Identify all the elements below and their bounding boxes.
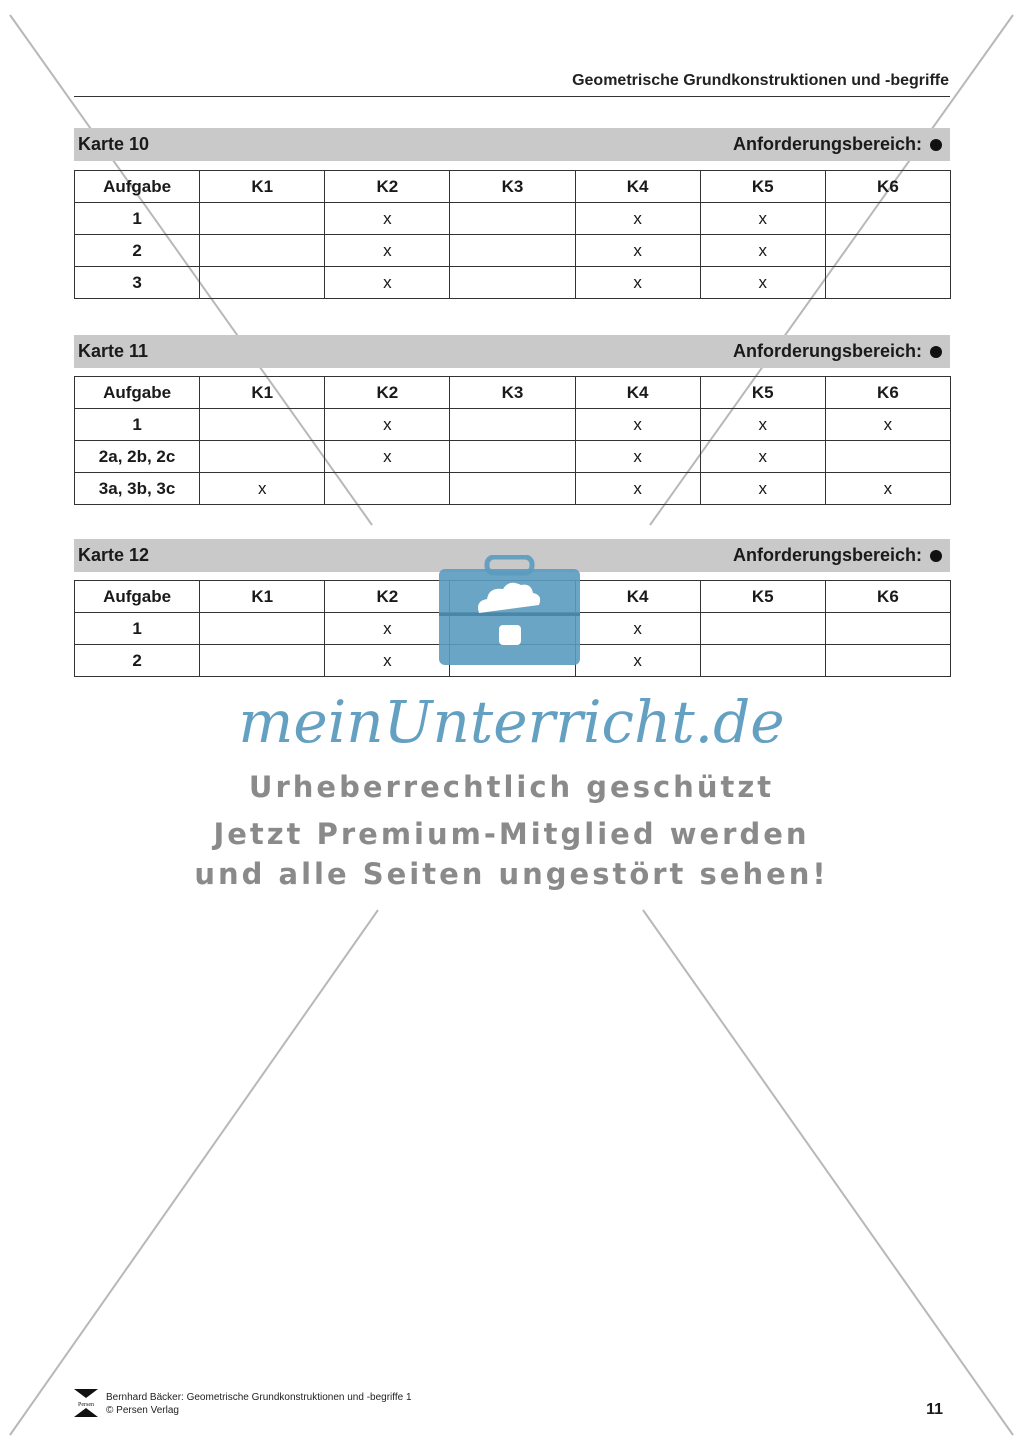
competency-cell [450, 267, 575, 299]
level-indicator [733, 545, 942, 566]
page-header-title: Geometrische Grundkonstruktionen und -begriffe [572, 72, 949, 89]
competency-cell [200, 613, 325, 645]
card-table [74, 170, 951, 299]
column-header: Aufgabe [75, 171, 200, 203]
competency-cell [200, 441, 325, 473]
footer-publisher: © Persen Verlag [106, 1405, 179, 1416]
task-label: 3a, 3b, 3c [75, 473, 200, 505]
competency-cell [200, 645, 325, 677]
competency-cell: x [700, 441, 825, 473]
card-title: Karte 10 [78, 134, 150, 154]
competency-cell [200, 267, 325, 299]
competency-cell: x [700, 473, 825, 505]
competency-cell: x [825, 409, 950, 441]
column-header: K3 [450, 377, 575, 409]
competency-cell: x [575, 473, 700, 505]
card-bar-11 [74, 335, 950, 368]
header-rule [74, 96, 950, 97]
competency-cell: x [575, 267, 700, 299]
watermark-copyright: Urheberrechtlich geschützt [248, 770, 775, 804]
task-label: 1 [75, 409, 200, 441]
competency-cell [825, 441, 950, 473]
competency-cell [450, 441, 575, 473]
column-header: K6 [825, 581, 950, 613]
competency-cell: x [700, 235, 825, 267]
level-dot-icon [930, 346, 942, 358]
column-header: K4 [575, 171, 700, 203]
competency-cell: x [575, 203, 700, 235]
competency-cell: x [700, 203, 825, 235]
competency-cell: x [575, 645, 700, 677]
briefcase-cloud-icon [439, 555, 580, 665]
task-label: 2 [75, 235, 200, 267]
task-label: 1 [75, 203, 200, 235]
table-row [75, 409, 951, 441]
competency-cell [450, 203, 575, 235]
card-bar-10 [74, 128, 950, 161]
competency-cell [825, 645, 950, 677]
card-title: Karte 12 [78, 545, 150, 565]
watermark-premium-line1: Jetzt Premium-Mitglied werden [213, 817, 810, 851]
competency-cell: x [325, 645, 450, 677]
table-row [75, 203, 951, 235]
card-title: Karte 11 [78, 341, 149, 361]
persen-logo-text: Persen [78, 1402, 94, 1408]
persen-logo-icon [74, 1389, 98, 1417]
card-table [74, 376, 951, 505]
task-label: 2 [75, 645, 200, 677]
competency-cell [825, 203, 950, 235]
watermark-brand: meinUnterricht.de [238, 688, 785, 756]
level-indicator [733, 341, 942, 362]
competency-cell [450, 473, 575, 505]
level-dot-icon [930, 550, 942, 562]
competency-cell [450, 235, 575, 267]
column-header: K4 [575, 377, 700, 409]
competency-cell: x [325, 441, 450, 473]
column-header: K6 [825, 377, 950, 409]
competency-cell: x [200, 473, 325, 505]
level-label: Anforderungsbereich: [732, 545, 922, 565]
page-number: 11 [926, 1401, 943, 1418]
competency-cell: x [325, 203, 450, 235]
task-label: 3 [75, 267, 200, 299]
column-header: K1 [200, 377, 325, 409]
table-header-row [75, 171, 951, 203]
competency-cell [325, 473, 450, 505]
footer-credit-block [106, 1391, 412, 1417]
column-header: K4 [575, 581, 700, 613]
competency-cell: x [825, 473, 950, 505]
footer-credit: Bernhard Bäcker: Geometrische Grundkonstruktionen und -begriffe 1 [106, 1392, 412, 1403]
column-header: K3 [450, 171, 575, 203]
column-header: Aufgabe [75, 581, 200, 613]
watermark-line-bottom-left [10, 910, 378, 1435]
column-header: K5 [700, 377, 825, 409]
task-label: 2a, 2b, 2c [75, 441, 200, 473]
competency-cell: x [325, 267, 450, 299]
column-header: K6 [825, 171, 950, 203]
competency-cell [825, 267, 950, 299]
competency-cell [200, 203, 325, 235]
task-label: 1 [75, 613, 200, 645]
competency-cell: x [325, 235, 450, 267]
column-header: K2 [325, 171, 450, 203]
competency-cell: x [575, 441, 700, 473]
column-header: K1 [200, 171, 325, 203]
column-header: K1 [200, 581, 325, 613]
competency-cell: x [700, 409, 825, 441]
level-label: Anforderungsbereich: [732, 341, 922, 361]
column-header: K2 [325, 377, 450, 409]
competency-cell [825, 613, 950, 645]
column-header: K2 [325, 581, 450, 613]
competency-cell: x [575, 409, 700, 441]
column-header: K5 [700, 171, 825, 203]
competency-cell: x [575, 613, 700, 645]
competency-cell [200, 409, 325, 441]
competency-cell: x [325, 613, 450, 645]
table-header-row [75, 377, 951, 409]
competency-cell: x [575, 235, 700, 267]
level-label: Anforderungsbereich: [732, 134, 922, 154]
table-row [75, 267, 951, 299]
table-row [75, 235, 951, 267]
competency-cell: x [700, 267, 825, 299]
table-row [75, 473, 951, 505]
watermark-line-bottom-right [643, 910, 1013, 1435]
level-dot-icon [930, 139, 942, 151]
competency-cell [700, 645, 825, 677]
column-header: K5 [700, 581, 825, 613]
level-indicator [733, 134, 942, 155]
competency-cell [450, 409, 575, 441]
watermark-premium-line2: und alle Seiten ungestört sehen! [194, 857, 829, 891]
column-header: Aufgabe [75, 377, 200, 409]
competency-cell: x [325, 409, 450, 441]
competency-cell [200, 235, 325, 267]
competency-cell [700, 613, 825, 645]
table-row [75, 441, 951, 473]
competency-cell [825, 235, 950, 267]
